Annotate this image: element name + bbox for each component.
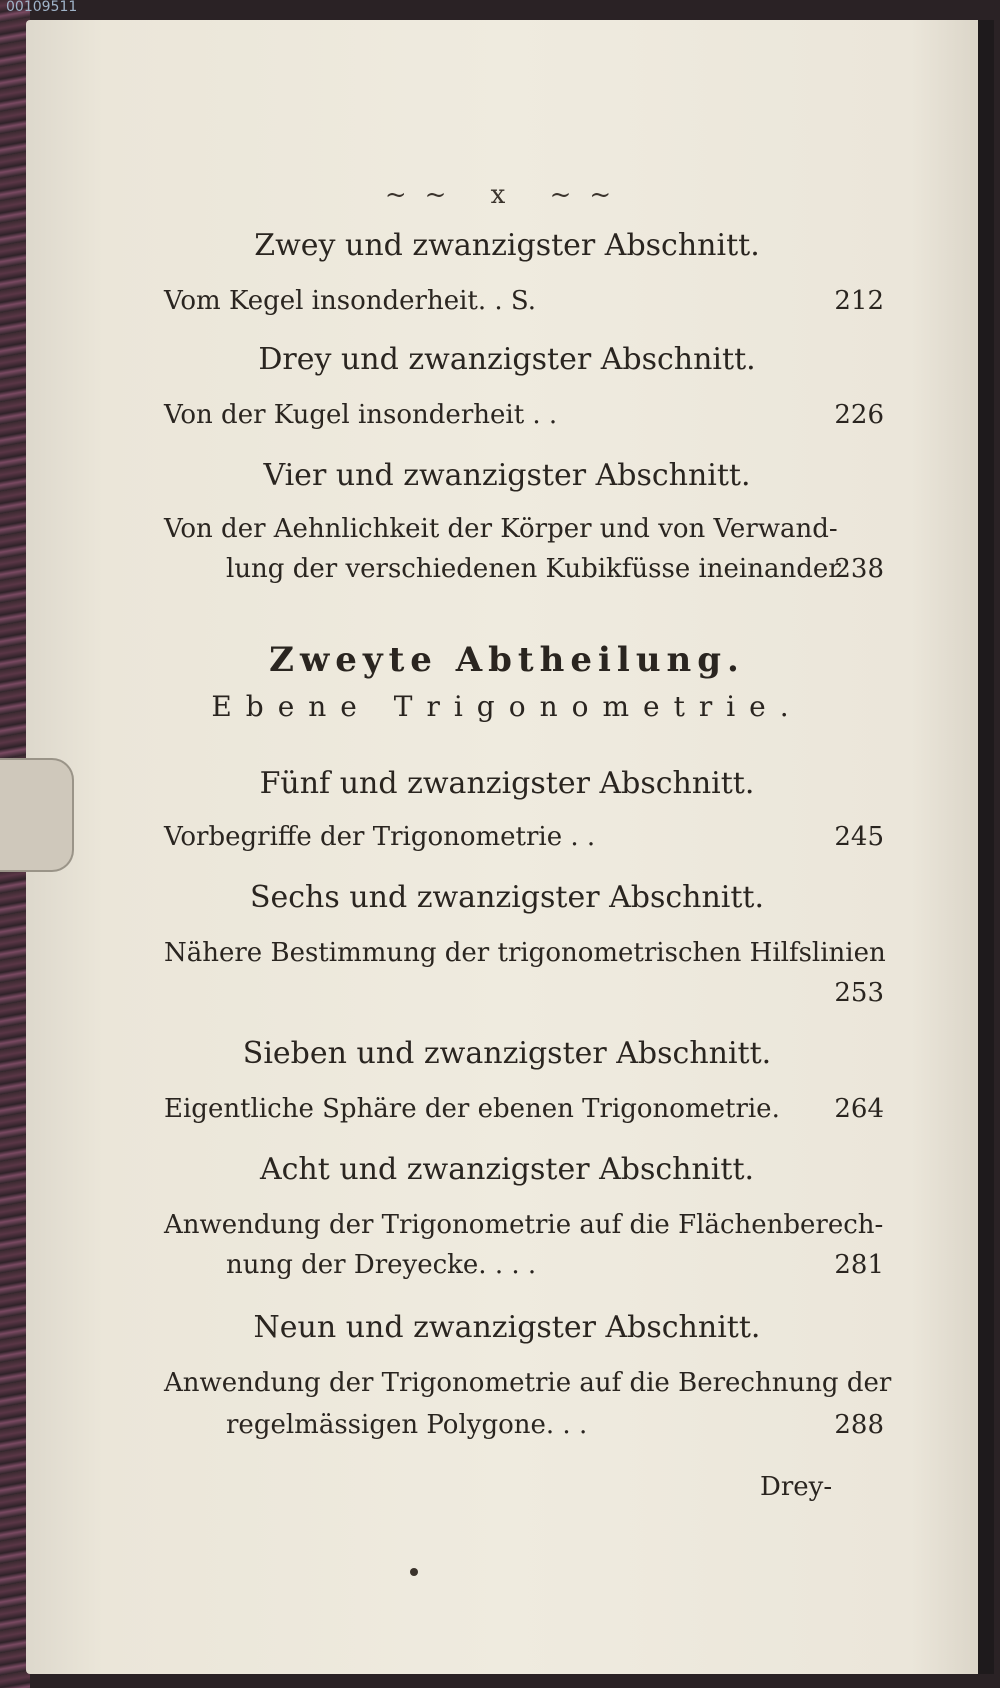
chapter-heading: Acht und zwanzigster Abschnitt. bbox=[259, 1152, 755, 1187]
chapter-heading: Sieben und zwanzigster Abschnitt. bbox=[242, 1036, 772, 1071]
toc-entry-text: regelmässigen Polygone. . . bbox=[226, 1410, 588, 1440]
chapter-heading: Zwey und zwanzigster Abschnitt. bbox=[254, 228, 760, 263]
toc-entry-text: Nähere Bestimmung der trigonometrischen Hilfslinien bbox=[164, 938, 886, 968]
toc-entry-text: Eigentliche Sphäre der ebenen Trigonometrie. bbox=[164, 1094, 780, 1124]
chapter-heading: Vier und zwanzigster Abschnitt. bbox=[263, 458, 751, 493]
chapter-heading: Neun und zwanzigster Abschnitt. bbox=[253, 1310, 761, 1345]
toc-entry-text: Anwendung der Trigonometrie auf die Berechnung der bbox=[164, 1368, 892, 1398]
toc-page-number: 281 bbox=[834, 1250, 884, 1280]
toc-entry-text: Von der Kugel insonderheit . . bbox=[164, 400, 558, 430]
section-subtitle: Ebene Trigonometrie. bbox=[211, 690, 803, 723]
toc-entry-text: Vom Kegel insonderheit. . S. bbox=[164, 286, 537, 316]
toc-page-number: 288 bbox=[834, 1410, 884, 1440]
toc-page-number: 245 bbox=[834, 822, 884, 852]
chapter-heading: Drey und zwanzigster Abschnitt. bbox=[258, 342, 756, 377]
page-number-roman: x bbox=[490, 180, 524, 210]
chapter-heading: Fünf und zwanzigster Abschnitt. bbox=[259, 766, 755, 801]
toc-page-number: 264 bbox=[834, 1094, 884, 1124]
scan-label: 00109511 bbox=[6, 0, 78, 14]
book-page bbox=[26, 20, 988, 1674]
catchword: Drey- bbox=[760, 1472, 833, 1502]
toc-entry-text: nung der Dreyecke. . . . bbox=[226, 1250, 537, 1280]
toc-entry-text: lung der verschiedenen Kubikfüsse ineinander bbox=[226, 554, 841, 584]
page-content bbox=[26, 20, 988, 1674]
toc-page-number: 253 bbox=[834, 978, 884, 1008]
toc-entry-text: Vorbegriffe der Trigonometrie . . bbox=[164, 822, 596, 852]
section-title: Zweyte Abtheilung. bbox=[269, 640, 745, 680]
toc-page-number: 212 bbox=[834, 286, 884, 316]
toc-page-number: 238 bbox=[834, 554, 884, 584]
toc-entry-text: Anwendung der Trigonometrie auf die Flächenberech- bbox=[164, 1210, 884, 1240]
ink-dot bbox=[410, 1568, 418, 1576]
header-ornament-left: ~~ bbox=[384, 180, 465, 210]
page-right-edge bbox=[978, 20, 994, 1674]
chapter-heading: Sechs und zwanzigster Abschnitt. bbox=[249, 880, 765, 915]
header-ornament-right: ~~ bbox=[549, 180, 630, 210]
toc-page-number: 226 bbox=[834, 400, 884, 430]
page-header bbox=[26, 180, 988, 210]
page-tab-marker bbox=[0, 758, 74, 872]
toc-entry-text: Von der Aehnlichkeit der Körper und von Verwand- bbox=[164, 514, 838, 544]
